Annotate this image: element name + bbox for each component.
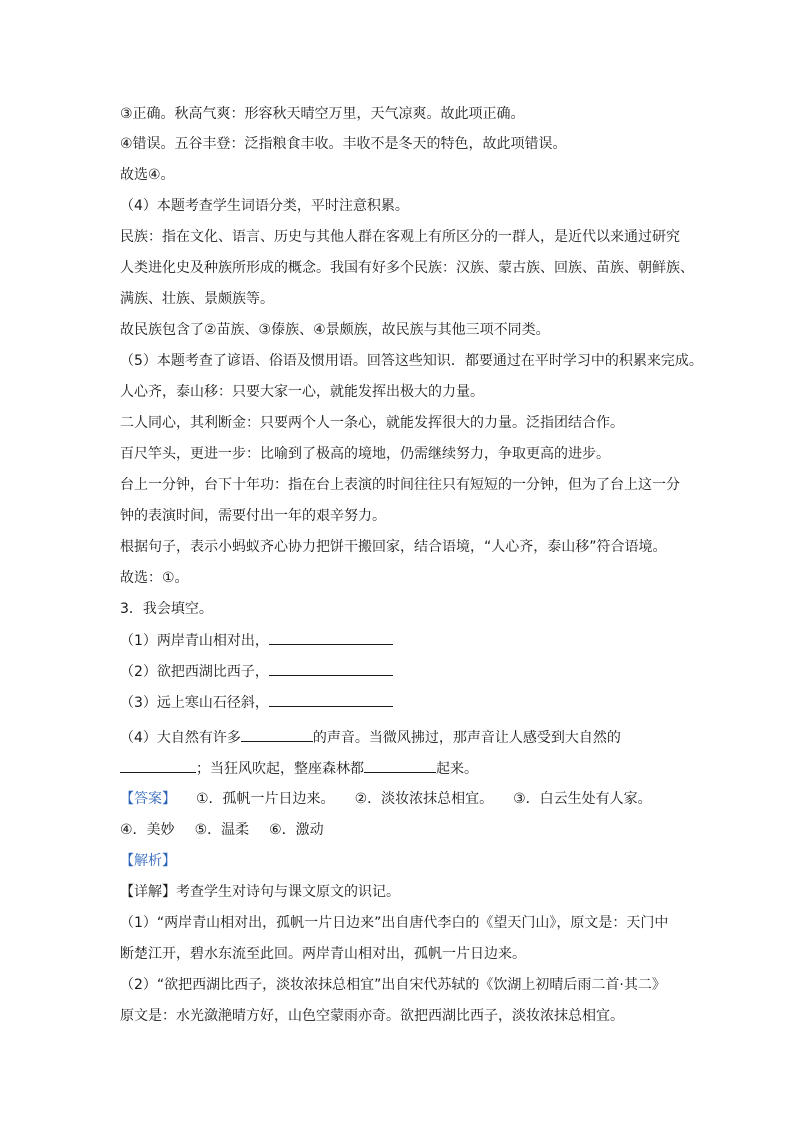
detail-text: 考查学生对诗句与课文原文的识记。 bbox=[176, 884, 400, 900]
question-heading: 3．我会填空。 bbox=[120, 601, 213, 617]
detail-line bbox=[120, 882, 400, 902]
text-line: 断楚江开，碧水东流至此回。两岸青山相对出，孤帆一片日边来。 bbox=[120, 946, 526, 962]
answer-item: ①．孤帆一片日边来。 bbox=[196, 791, 335, 807]
question-item-continued bbox=[120, 758, 478, 779]
answer-blank bbox=[269, 692, 393, 707]
question-text: 的声音。当微风拂过，那声音让人感受到大自然的 bbox=[312, 730, 621, 746]
text-line: （1）“两岸青山相对出，孤帆一片日边来”出自唐代李白的《望天门山》，原文是：天门中 bbox=[120, 915, 669, 931]
answer-blank bbox=[364, 758, 436, 773]
text-line: 满族、壮族、景颇族等。 bbox=[120, 291, 274, 307]
question-text: （3）远上寒山石径斜， bbox=[120, 695, 269, 711]
question-item bbox=[120, 727, 621, 748]
answer-item: ④．美妙 bbox=[120, 822, 175, 838]
question-item bbox=[120, 692, 393, 713]
question-text: 起来。 bbox=[436, 761, 478, 777]
text-line: 人类进化史及种族所形成的概念。我国有好多个民族：汉族、蒙古族、回族、苗族、朝鲜族、 bbox=[120, 260, 694, 276]
answer-blank bbox=[120, 758, 196, 773]
text-line: ③正确。秋高气爽：形容秋天晴空万里，天气凉爽。故此项正确。 bbox=[120, 106, 525, 122]
detail-label: 【详解】 bbox=[120, 884, 176, 900]
question-item bbox=[120, 630, 393, 651]
question-text: （2）欲把西湖比西子， bbox=[120, 664, 269, 680]
answer-item: ⑥．激动 bbox=[269, 822, 324, 838]
text-line: 百尺竿头，更进一步：比喻到了极高的境地，仍需继续努力，争取更高的进步。 bbox=[120, 446, 610, 462]
text-line: 二人同心，其利断金：只要两个人一条心，就能发挥很大的力量。泛指团结合作。 bbox=[120, 415, 624, 431]
text-line: 根据句子，表示小蚂蚁齐心协力把饼干搬回家，结合语境，“人心齐，泰山移”符合语境。 bbox=[120, 539, 667, 555]
question-item bbox=[120, 661, 393, 682]
answer-item: ⑤．温柔 bbox=[194, 822, 250, 838]
text-line: 故选④。 bbox=[120, 167, 175, 183]
text-line: 原文是：水光潋滟晴方好，山色空蒙雨亦奇。欲把西湖比西子，淡妆浓抹总相宜。 bbox=[120, 1008, 624, 1024]
analysis-label: 【解析】 bbox=[120, 853, 176, 869]
answer-blank bbox=[269, 630, 393, 645]
answer-item: ③．白云生处有人家。 bbox=[513, 791, 652, 807]
text-line: （4）本题考查学生词语分类，平时注意积累。 bbox=[120, 198, 409, 214]
answer-blank bbox=[269, 661, 393, 676]
text-line: 钟的表演时间，需要付出一年的艰辛努力。 bbox=[120, 508, 386, 524]
text-line: 故选：①。 bbox=[120, 570, 189, 586]
answer-item: ②．淡妆浓抹总相宜。 bbox=[354, 791, 494, 807]
answer-row bbox=[120, 789, 652, 809]
text-line: 民族：指在文化、语言、历史与其他人群在客观上有所区分的一群人，是近代以来通过研究 bbox=[120, 229, 680, 245]
answer-blank bbox=[241, 727, 313, 742]
text-line: （5）本题考查了谚语、俗语及惯用语。回答这些知识．都要通过在平时学习中的积累来完成。 bbox=[120, 353, 703, 369]
text-line: 台上一分钟，台下十年功：指在台上表演的时间往往只有短短的一分钟，但为了台上这一分 bbox=[120, 477, 680, 493]
question-text: （4）大自然有许多 bbox=[120, 730, 241, 746]
question-text: （1）两岸青山相对出， bbox=[120, 633, 269, 649]
text-line: （2）“欲把西湖比西子，淡妆浓抹总相宜”出自宋代苏轼的《饮湖上初晴后雨二首·其二》 bbox=[120, 977, 666, 993]
text-line: 故民族包含了②苗族、③傣族、④景颇族，故民族与其他三项不同类。 bbox=[120, 322, 550, 338]
answer-label: 【答案】 bbox=[120, 791, 176, 807]
text-line: 人心齐，泰山移：只要大家一心，就能发挥出极大的力量。 bbox=[120, 384, 484, 400]
answer-row bbox=[120, 820, 324, 840]
text-line: ④错误。五谷丰登：泛指粮食丰收。丰收不是冬天的特色，故此项错误。 bbox=[120, 136, 567, 152]
question-text: ；当狂风吹起，整座森林都 bbox=[196, 761, 364, 777]
